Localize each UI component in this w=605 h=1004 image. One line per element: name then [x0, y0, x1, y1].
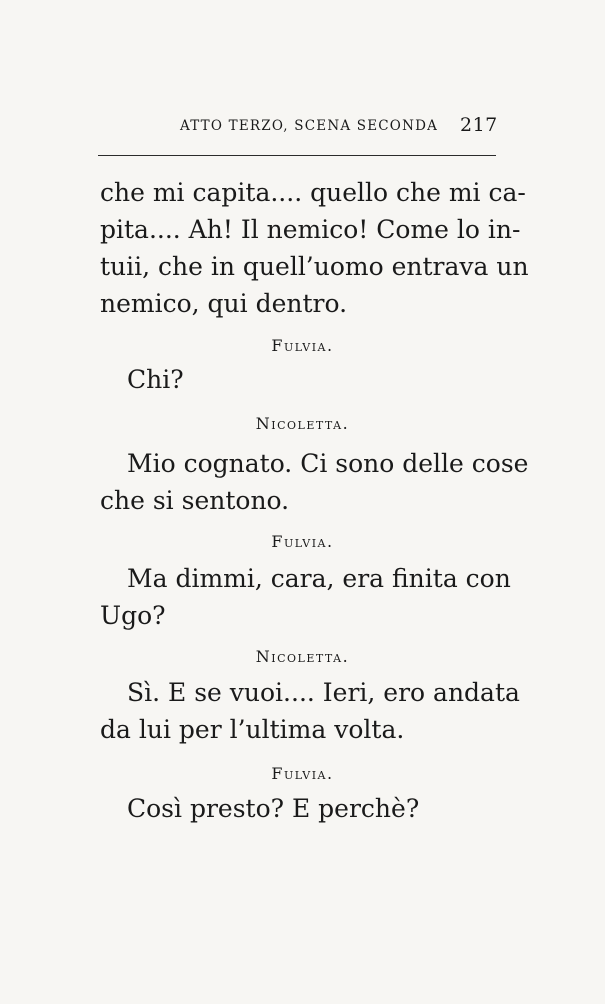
- text-line: Ugo?: [100, 601, 166, 630]
- text-line: Così presto? E perchè?: [127, 794, 420, 823]
- text-line: Ma dimmi, cara, era finita con: [127, 564, 511, 593]
- text-line: Chi?: [127, 365, 184, 394]
- speaker-name: Fulvia.: [271, 336, 334, 355]
- text-line: Sì. E se vuoi.... Ieri, ero andata: [127, 678, 520, 707]
- text-line: da lui per l’ultima volta.: [100, 715, 405, 744]
- header-rule: [98, 155, 496, 156]
- text-line: tuii, che in quell’uomo entrava un: [100, 252, 529, 281]
- speaker-name: Fulvia.: [271, 532, 334, 551]
- speaker-name: Fulvia.: [271, 764, 334, 783]
- text-line: che si sentono.: [100, 486, 290, 515]
- speaker-name: Nicoletta.: [255, 414, 350, 433]
- text-line: pita.... Ah! Il nemico! Come lo in-: [100, 215, 521, 244]
- text-line: Mio cognato. Ci sono delle cose: [127, 449, 529, 478]
- page-number: 217: [460, 114, 498, 136]
- running-head: ATTO TERZO, SCENA SECONDA: [180, 118, 439, 134]
- text-line: che mi capita.... quello che mi ca-: [100, 178, 526, 207]
- speaker-name: Nicoletta.: [255, 647, 350, 666]
- text-line: nemico, qui dentro.: [100, 289, 348, 318]
